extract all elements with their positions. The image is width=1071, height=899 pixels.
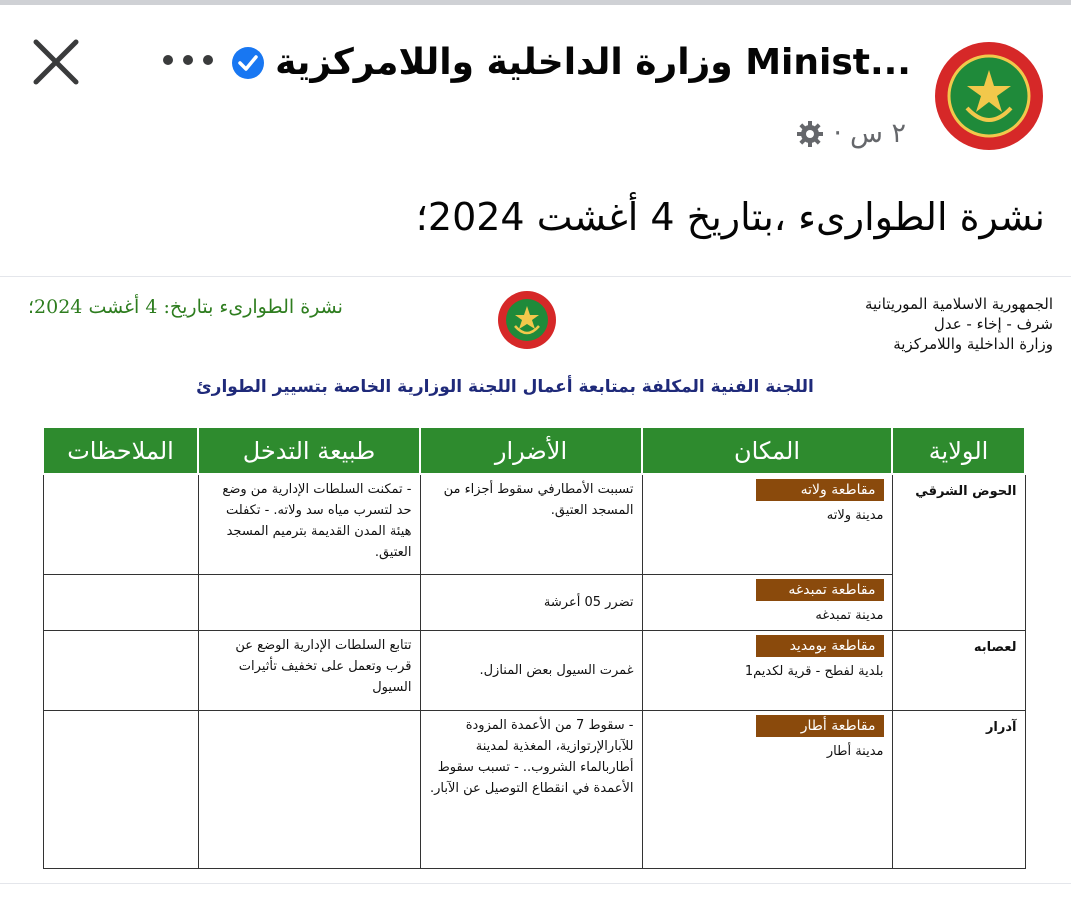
emergency-table bbox=[42, 428, 1026, 869]
damage-cell: تضرر 05 أعرشة bbox=[420, 574, 642, 630]
place-cell bbox=[642, 710, 892, 868]
table-row bbox=[43, 710, 1025, 868]
place-text: مدينة تمبدغه bbox=[815, 607, 884, 623]
close-button[interactable] bbox=[28, 34, 84, 90]
notes-cell bbox=[43, 710, 198, 868]
table-row bbox=[43, 630, 1025, 710]
damage-cell: - سقوط 7 من الأعمدة المزودة للآبارالإرتوازية، المغذية لمدينة أطاربالماء الشروب.. - تسبب سقوط الأعمدة في انقطاع التوصيل عن الآبار. bbox=[420, 710, 642, 868]
bulletin-letterhead bbox=[865, 294, 1053, 354]
table-row bbox=[43, 574, 1025, 630]
wilaya-cell: لعصابه bbox=[892, 630, 1025, 710]
district-tag: مقاطعة بومديد bbox=[756, 635, 884, 657]
place-cell bbox=[642, 630, 892, 710]
bulletin-emblem bbox=[492, 290, 562, 350]
district-tag: مقاطعة ولاته bbox=[756, 479, 884, 501]
notes-cell bbox=[43, 474, 198, 574]
place-text: مدينة أطار bbox=[826, 743, 884, 759]
ministry-name: وزارة الداخلية واللامركزية bbox=[893, 335, 1053, 353]
meta-separator: · bbox=[833, 118, 842, 149]
column-header: الأضرار bbox=[420, 428, 642, 474]
table-header-row bbox=[43, 428, 1025, 474]
more-options-button[interactable] bbox=[160, 46, 216, 74]
emblem-icon bbox=[492, 290, 562, 350]
post-time[interactable]: ٢ س bbox=[849, 118, 906, 149]
wilaya-cell: الحوض الشرقي bbox=[892, 474, 1025, 630]
place-cell bbox=[642, 574, 892, 630]
column-header: طبيعة التدخل bbox=[198, 428, 420, 474]
close-icon bbox=[28, 34, 84, 90]
post-meta bbox=[795, 118, 906, 149]
page-avatar[interactable] bbox=[933, 40, 1045, 152]
place-text: مدينة ولاته bbox=[826, 508, 884, 523]
committee-title: اللجنة الفنية المكلفة بمتابعة أعمال اللجنة الوزارية الخاصة بتسيير الطوارئ bbox=[196, 377, 814, 397]
more-dots-icon bbox=[160, 46, 216, 74]
intervention-cell: تتابع السلطات الإدارية الوضع عن قرب وتعمل على تخفيف تأثيرات السيول bbox=[198, 630, 420, 710]
intervention-cell bbox=[198, 710, 420, 868]
notes-cell bbox=[43, 574, 198, 630]
post-text: نشرة الطوارىء ،بتاريخ 4 أغشت 2024؛ bbox=[415, 195, 1045, 239]
intervention-cell: - تمكنت السلطات الإدارية من وضع حد لتسرب مياه سد ولاته. - تكفلت هيئة المدن القديمة بترميم المسجد العتيق. bbox=[198, 474, 420, 574]
damage-cell: غمرت السيول بعض المنازل. bbox=[420, 630, 642, 710]
top-divider bbox=[0, 0, 1071, 5]
place-cell bbox=[642, 474, 892, 574]
table-row bbox=[43, 474, 1025, 574]
page-name-row[interactable] bbox=[231, 42, 911, 83]
intervention-cell bbox=[198, 574, 420, 630]
page-name[interactable]: وزارة الداخلية واللامركزية Minist... bbox=[275, 42, 911, 83]
motto: شرف - إخاء - عدل bbox=[933, 315, 1053, 333]
wilaya-cell: آدرار bbox=[892, 710, 1025, 868]
column-header: المكان bbox=[642, 428, 892, 474]
republic-name: الجمهورية الاسلامية الموريتانية bbox=[864, 295, 1053, 313]
emblem-icon bbox=[933, 40, 1045, 152]
place-text: بلدية لفطح - قرية لكديم1 bbox=[744, 663, 884, 679]
district-tag: مقاطعة أطار bbox=[756, 715, 884, 737]
district-tag: مقاطعة تمبدغه bbox=[756, 579, 884, 601]
column-header: الولاية bbox=[892, 428, 1025, 474]
bulletin-title: نشرة الطوارىء بتاريخ: 4 أغشت 2024؛ bbox=[28, 296, 343, 318]
gear-icon[interactable] bbox=[795, 119, 825, 149]
damage-cell: تسببت الأمطارفي سقوط أجزاء من المسجد العتيق. bbox=[420, 474, 642, 574]
notes-cell bbox=[43, 630, 198, 710]
column-header: الملاحظات bbox=[43, 428, 198, 474]
verified-badge-icon bbox=[231, 46, 265, 80]
